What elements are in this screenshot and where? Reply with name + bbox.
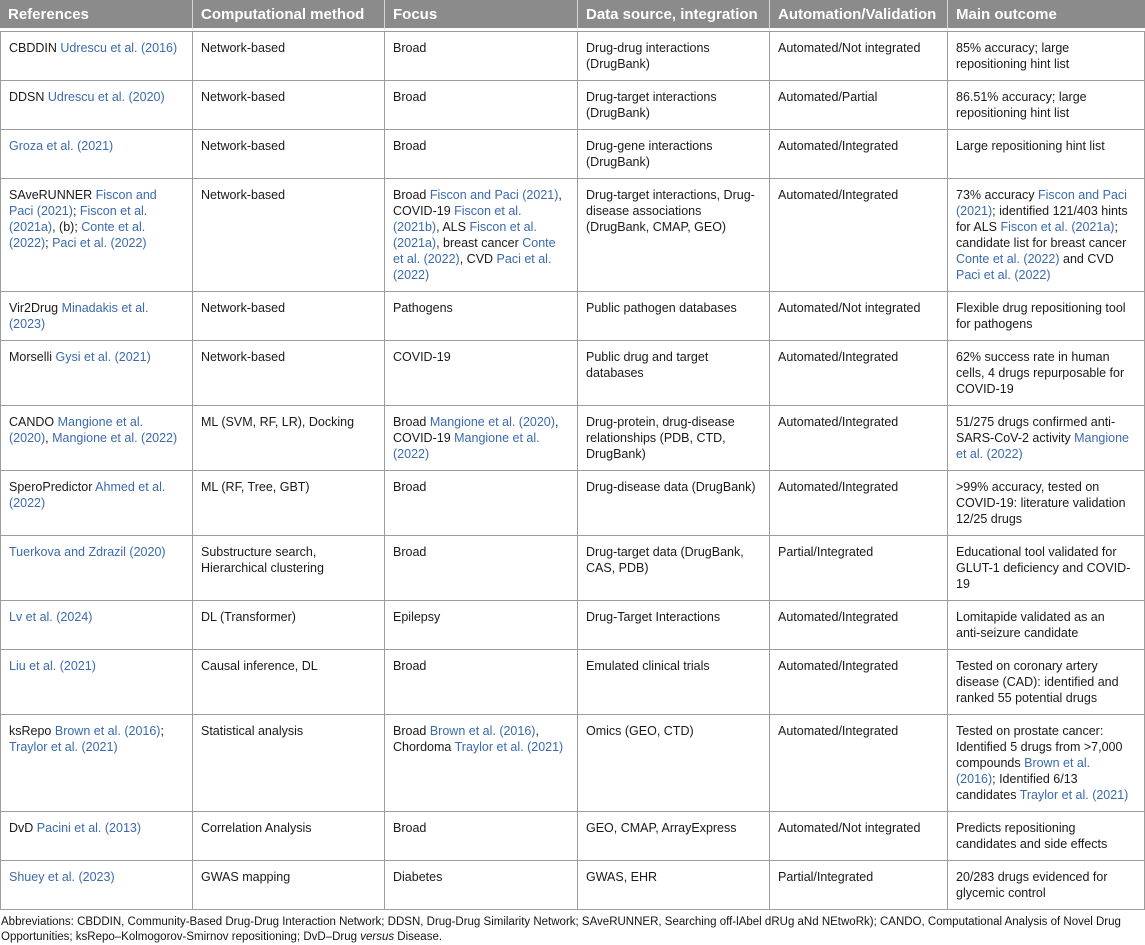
table-cell: Educational tool validated for GLUT-1 deficiency and COVID-19 xyxy=(948,536,1145,601)
table-footnote: Abbreviations: CBDDIN, Community-Based Drug-Drug Interaction Network; DDSN, Drug-Drug Similarity Network; SAveRUNNER, Searching off-lAbel dRUg aNd NEtwoRk); CANDO, Computational Analysis of Novel Drug Opportunities; ksRepo–Kolmogorov-Smirnov repositioning; DvD–Drug versus Disease. xyxy=(1,916,1121,943)
table-cell: 73% accuracy Fiscon and Paci (2021); identified 121/403 hints for ALS Fiscon et al. (2021a); candidate list for breast cancer Conte et al. (2022) and CVD Paci et al. (2022) xyxy=(948,179,1145,292)
table-row xyxy=(0,292,1145,341)
table-row xyxy=(0,812,1145,861)
citation-link[interactable]: Fiscon et al. (2021a) xyxy=(9,204,148,234)
table-cell: COVID-19 xyxy=(385,341,578,406)
table-cell: >99% accuracy, tested on COVID-19: literature validation 12/25 drugs xyxy=(948,471,1145,536)
table-cell xyxy=(0,861,193,910)
table-cell: 51/275 drugs confirmed anti-SARS-CoV-2 activity Mangione et al. (2022) xyxy=(948,406,1145,471)
citation-link[interactable]: Mangione et al. (2020) xyxy=(9,415,144,445)
table-row xyxy=(0,715,1145,812)
header-row xyxy=(0,0,1145,31)
column-header-computational-method: Computational method xyxy=(193,0,385,31)
table-cell: Vir2Drug Minadakis et al. (2023) xyxy=(0,292,193,341)
table-row xyxy=(0,471,1145,536)
table-cell: Drug-Target Interactions xyxy=(578,601,770,650)
table-cell: CANDO Mangione et al. (2020), Mangione et al. (2022) xyxy=(0,406,193,471)
table-row xyxy=(0,31,1145,81)
citation-link[interactable]: Brown et al. (2016) xyxy=(429,724,536,738)
table-row xyxy=(0,179,1145,292)
table-cell: Substructure search, Hierarchical clustering xyxy=(193,536,385,601)
table-cell: Causal inference, DL xyxy=(193,650,385,715)
table-cell: ML (SVM, RF, LR), Docking xyxy=(193,406,385,471)
citation-link[interactable]: Fiscon et al. (2021a) xyxy=(1000,220,1115,234)
table-cell: Automated/Integrated xyxy=(770,471,948,536)
table-cell: Broad Brown et al. (2016), Chordoma Traylor et al. (2021) xyxy=(385,715,578,812)
table-cell: Automated/Integrated xyxy=(770,650,948,715)
citation-link[interactable]: Fiscon and Paci (2021) xyxy=(9,188,157,218)
table-cell: Drug-disease data (DrugBank) xyxy=(578,471,770,536)
table-cell: 62% success rate in human cells, 4 drugs repurposable for COVID-19 xyxy=(948,341,1145,406)
citation-link[interactable]: Udrescu et al. (2020) xyxy=(47,90,165,104)
citation-link[interactable]: Fiscon et al. (2021b) xyxy=(393,204,522,234)
table-row xyxy=(0,601,1145,650)
table-cell: Partial/Integrated xyxy=(770,536,948,601)
table-cell: Correlation Analysis xyxy=(193,812,385,861)
column-header-focus: Focus xyxy=(385,0,578,31)
table-cell: Emulated clinical trials xyxy=(578,650,770,715)
table-cell: Predicts repositioning candidates and side effects xyxy=(948,812,1145,861)
table-cell: Epilepsy xyxy=(385,601,578,650)
table-cell: Automated/Integrated xyxy=(770,341,948,406)
table-cell: Flexible drug repositioning tool for pathogens xyxy=(948,292,1145,341)
citation-link[interactable]: Mangione et al. (2022) xyxy=(956,431,1129,461)
table-cell: Large repositioning hint list xyxy=(948,130,1145,179)
table-cell: Network-based xyxy=(193,81,385,130)
citation-link[interactable]: Pacini et al. (2013) xyxy=(36,821,142,835)
table-cell: Broad xyxy=(385,81,578,130)
table-cell: Automated/Partial xyxy=(770,81,948,130)
table-cell: DL (Transformer) xyxy=(193,601,385,650)
table-cell: Diabetes xyxy=(385,861,578,910)
citation-link[interactable]: Tuerkova and Zdrazil (2020) xyxy=(9,545,166,559)
table-cell: Drug-drug interactions (DrugBank) xyxy=(578,31,770,81)
table-cell: SAveRUNNER Fiscon and Paci (2021); Fiscon et al. (2021a), (b); Conte et al. (2022); Paci et al. (2022) xyxy=(0,179,193,292)
citation-link[interactable]: Lv et al. (2024) xyxy=(9,610,93,624)
table-cell: Drug-protein, drug-disease relationships (PDB, CTD, DrugBank) xyxy=(578,406,770,471)
table-cell: Drug-target interactions, Drug-disease associations (DrugBank, CMAP, GEO) xyxy=(578,179,770,292)
table-cell: Broad xyxy=(385,471,578,536)
citation-link[interactable]: Traylor et al. (2021) xyxy=(1019,788,1129,802)
table-cell: Statistical analysis xyxy=(193,715,385,812)
table-cell: Automated/Integrated xyxy=(770,406,948,471)
table-cell: Network-based xyxy=(193,31,385,81)
table-cell: Drug-target data (DrugBank, CAS, PDB) xyxy=(578,536,770,601)
table-cell: Lomitapide validated as an anti-seizure candidate xyxy=(948,601,1145,650)
italic-text: versus xyxy=(360,931,395,943)
column-header-automation-validation: Automation/Validation xyxy=(770,0,948,31)
table-cell: Broad xyxy=(385,31,578,81)
table-cell: DvD Pacini et al. (2013) xyxy=(0,812,193,861)
table-body xyxy=(0,31,1145,910)
table-cell: DDSN Udrescu et al. (2020) xyxy=(0,81,193,130)
table-cell: Network-based xyxy=(193,130,385,179)
table-cell: GEO, CMAP, ArrayExpress xyxy=(578,812,770,861)
table-cell: Network-based xyxy=(193,179,385,292)
table-row xyxy=(0,861,1145,910)
table-cell: Broad xyxy=(385,650,578,715)
table-cell xyxy=(0,130,193,179)
citation-link[interactable]: Brown et al. (2016) xyxy=(54,724,161,738)
citation-link[interactable]: Paci et al. (2022) xyxy=(393,252,552,282)
table-cell: Broad Fiscon and Paci (2021), COVID-19 Fiscon et al. (2021b), ALS Fiscon et al. (2021a), breast cancer Conte et al. (2022), CVD Paci et al. (2022) xyxy=(385,179,578,292)
table-cell: CBDDIN Udrescu et al. (2016) xyxy=(0,31,193,81)
table-cell: Automated/Not integrated xyxy=(770,292,948,341)
table-cell: Automated/Not integrated xyxy=(770,31,948,81)
table-cell: Broad xyxy=(385,536,578,601)
table-row xyxy=(0,130,1145,179)
citation-link[interactable]: Mangione et al. (2022) xyxy=(393,431,540,461)
table-cell: SperoPredictor Ahmed et al. (2022) xyxy=(0,471,193,536)
citation-link[interactable]: Mangione et al. (2020) xyxy=(429,415,555,429)
table-cell: Automated/Integrated xyxy=(770,715,948,812)
table-cell: 85% accuracy; large repositioning hint list xyxy=(948,31,1145,81)
table-row xyxy=(0,536,1145,601)
table-header xyxy=(0,0,1145,31)
table-cell: Tested on coronary artery disease (CAD): identified and ranked 55 potential drugs xyxy=(948,650,1145,715)
table-cell: Public pathogen databases xyxy=(578,292,770,341)
citation-link[interactable]: Conte et al. (2022) xyxy=(956,252,1060,266)
table-cell: Public drug and target databases xyxy=(578,341,770,406)
citation-link[interactable]: Ahmed et al. (2022) xyxy=(9,480,166,510)
citation-link[interactable]: Fiscon and Paci (2021) xyxy=(956,188,1127,218)
column-header-data-source-integration: Data source, integration xyxy=(578,0,770,31)
table-cell xyxy=(0,536,193,601)
table-cell: ML (RF, Tree, GBT) xyxy=(193,471,385,536)
table-row xyxy=(0,650,1145,715)
column-header-main-outcome: Main outcome xyxy=(948,0,1145,31)
table-cell: Drug-target interactions (DrugBank) xyxy=(578,81,770,130)
table-cell: GWAS, EHR xyxy=(578,861,770,910)
table-cell xyxy=(0,650,193,715)
citation-link[interactable]: Traylor et al. (2021) xyxy=(454,740,564,754)
table-cell: Network-based xyxy=(193,292,385,341)
table-cell: Morselli Gysi et al. (2021) xyxy=(0,341,193,406)
citation-link[interactable]: Udrescu et al. (2016) xyxy=(60,41,178,55)
citation-link[interactable]: Groza et al. (2021) xyxy=(9,139,114,153)
table-cell: Automated/Integrated xyxy=(770,601,948,650)
table-cell xyxy=(0,601,193,650)
table-row xyxy=(0,81,1145,130)
citation-link[interactable]: Fiscon et al. (2021a) xyxy=(393,220,537,250)
table-cell: Drug-gene interactions (DrugBank) xyxy=(578,130,770,179)
table-cell: Automated/Integrated xyxy=(770,130,948,179)
table-cell: Automated/Integrated xyxy=(770,179,948,292)
table-cell: GWAS mapping xyxy=(193,861,385,910)
table-cell: Omics (GEO, CTD) xyxy=(578,715,770,812)
citation-link[interactable]: Shuey et al. (2023) xyxy=(9,870,115,884)
table-cell: Broad Mangione et al. (2020), COVID-19 Mangione et al. (2022) xyxy=(385,406,578,471)
table-cell: Tested on prostate cancer: Identified 5 drugs from >7,000 compounds Brown et al. (2016); Identified 6/13 candidates Traylor et al. (2021) xyxy=(948,715,1145,812)
table-row xyxy=(0,406,1145,471)
table-cell: Broad xyxy=(385,812,578,861)
column-header-references: References xyxy=(0,0,193,31)
table-cell: Partial/Integrated xyxy=(770,861,948,910)
citation-link[interactable]: Brown et al. (2016) xyxy=(956,756,1091,786)
citation-link[interactable]: Mangione et al. (2022) xyxy=(52,431,178,445)
citation-link[interactable]: Gysi et al. (2021) xyxy=(55,350,151,364)
citation-link[interactable]: Conte et al. (2022) xyxy=(393,236,556,266)
citation-link[interactable]: Fiscon and Paci (2021) xyxy=(429,188,559,202)
citation-link[interactable]: Liu et al. (2021) xyxy=(9,659,96,673)
table-cell: Network-based xyxy=(193,341,385,406)
citation-link[interactable]: Paci et al. (2022) xyxy=(956,268,1051,282)
table-row xyxy=(0,341,1145,406)
citation-link[interactable]: Minadakis et al. (2023) xyxy=(9,301,149,331)
table-cell: ksRepo Brown et al. (2016); Traylor et al. (2021) xyxy=(0,715,193,812)
table-cell: 86.51% accuracy; large repositioning hint list xyxy=(948,81,1145,130)
table-cell: Broad xyxy=(385,130,578,179)
citation-link[interactable]: Paci et al. (2022) xyxy=(52,236,147,250)
citation-link[interactable]: Conte et al. (2022) xyxy=(9,220,146,250)
table-cell: Pathogens xyxy=(385,292,578,341)
table-cell: 20/283 drugs evidenced for glycemic control xyxy=(948,861,1145,910)
table-cell: Automated/Not integrated xyxy=(770,812,948,861)
citation-link[interactable]: Traylor et al. (2021) xyxy=(9,740,118,754)
